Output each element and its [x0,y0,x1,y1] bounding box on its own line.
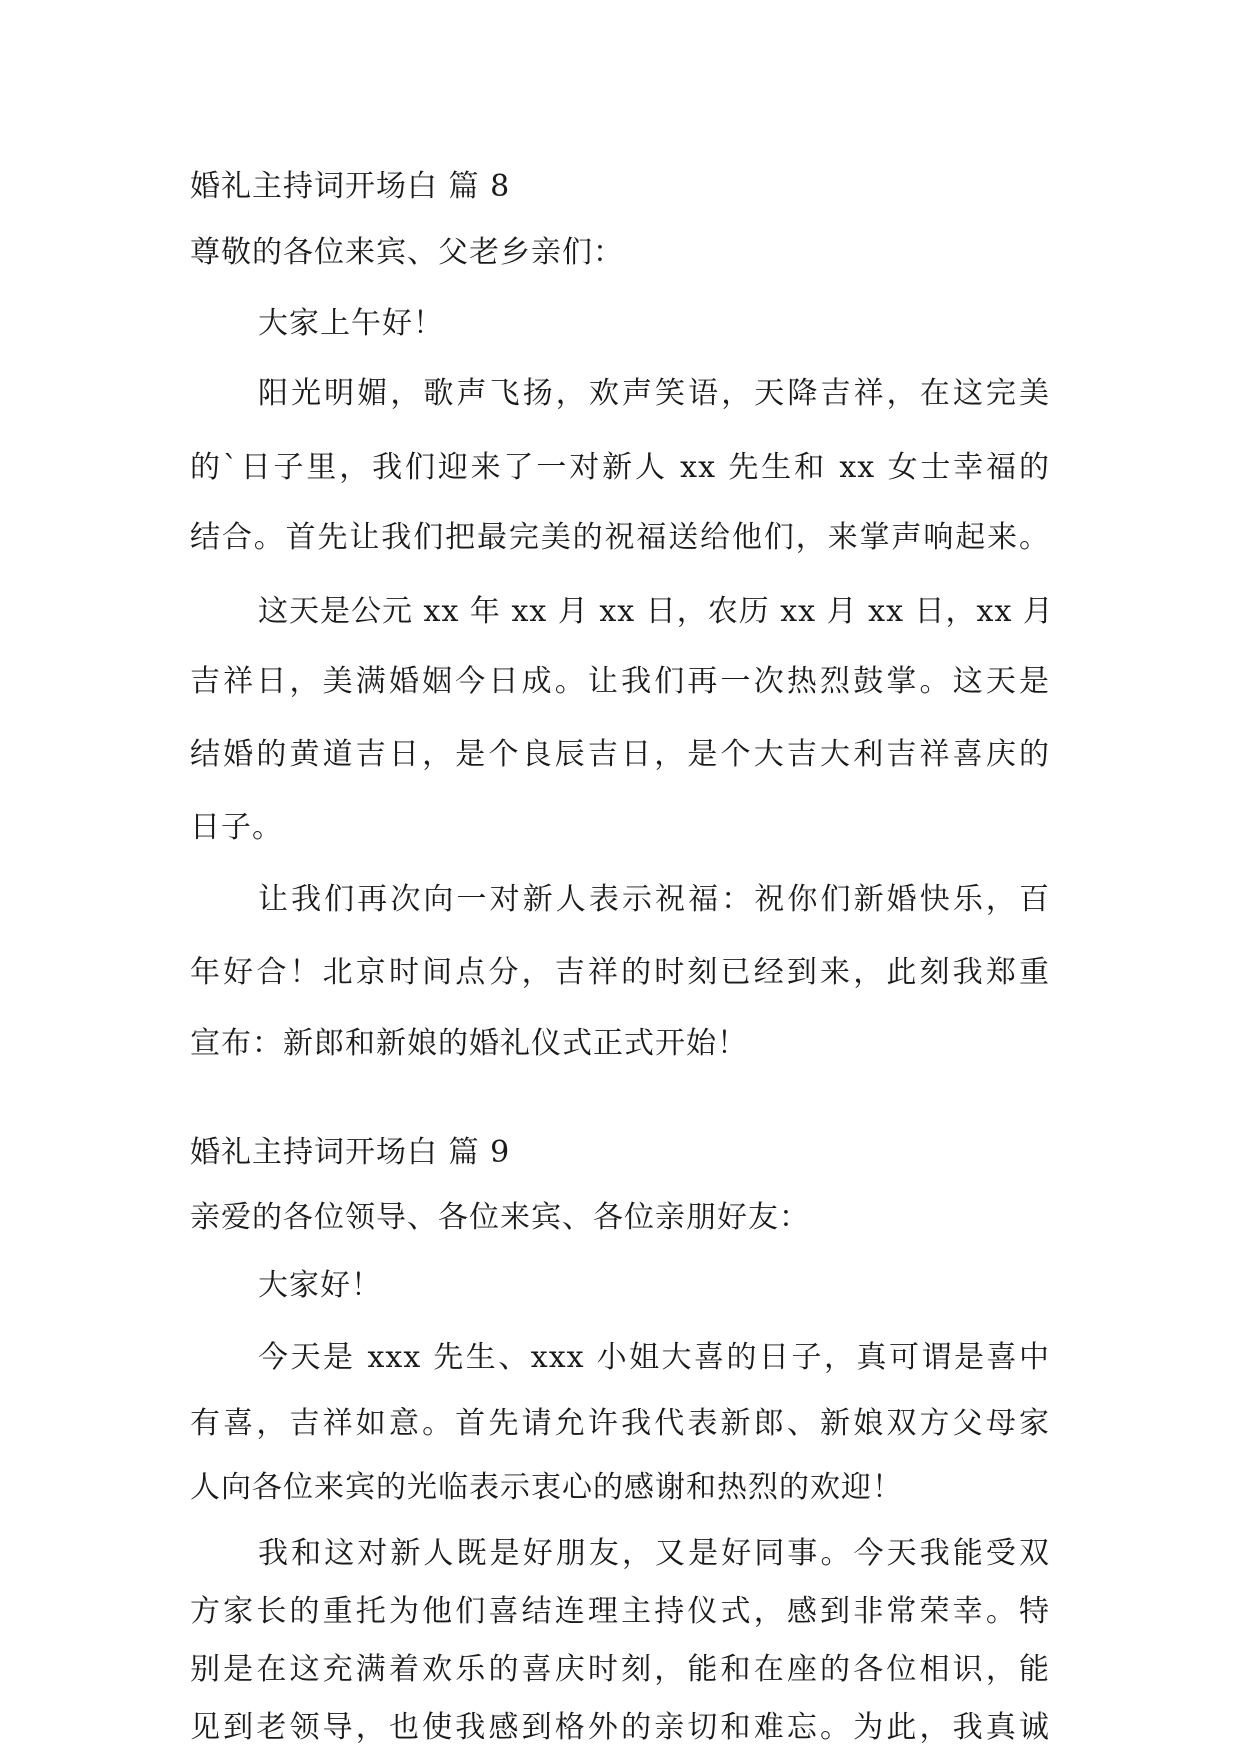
paragraph-line: 人向各位来宾的光临表示衷心的感谢和热烈的欢迎！ [190,1470,903,1505]
paragraph-line: 有喜，吉祥如意。首先请允许我代表新郎、新娘双方父母家 [190,1406,1050,1441]
paragraph-line: 吉祥日，美满婚姻今日成。让我们再一次热烈鼓掌。这天是 [190,664,1050,699]
paragraph-line: 见到老领导，也使我感到格外的亲切和难忘。为此，我真诚 [190,1710,1050,1745]
section-heading: 婚礼主持词开场白 篇 8 [190,169,511,204]
section-heading: 婚礼主持词开场白 篇 9 [190,1135,511,1170]
salutation: 尊敬的各位来宾、父老乡亲们： [190,235,624,270]
paragraph-line: 今天是 xxx 先生、xxx 小姐大喜的日子，真可谓是喜中 [258,1340,1050,1375]
paragraph-line: 结婚的黄道吉日，是个良辰吉日，是个大吉大利吉祥喜庆的 [190,737,1050,772]
paragraph-line: 阳光明媚，歌声飞扬，欢声笑语，天降吉祥，在这完美 [258,376,1050,411]
paragraph-line: 这天是公元 xx 年 xx 月 xx 日，农历 xx 月 xx 日，xx 月 [258,594,1054,629]
paragraph-line: 我和这对新人既是好朋友，又是好同事。今天我能受双 [258,1536,1050,1571]
greeting: 大家上午好！ [258,306,444,341]
paragraph-line: 宣布：新郎和新娘的婚礼仪式正式开始！ [190,1026,748,1061]
paragraph-line: 让我们再次向一对新人表示祝福：祝你们新婚快乐，百 [258,882,1050,917]
paragraph-line: 年好合！北京时间点分，吉祥的时刻已经到来，此刻我郑重 [190,955,1050,990]
salutation: 亲爱的各位领导、各位来宾、各位亲朋好友： [190,1200,810,1235]
paragraph-line: 日子。 [190,810,283,845]
paragraph-line: 结合。首先让我们把最完美的祝福送给他们，来掌声响起来。 [190,520,1050,555]
paragraph-line: 别是在这充满着欢乐的喜庆时刻，能和在座的各位相识，能 [190,1652,1050,1687]
paragraph-line: 的`日子里，我们迎来了一对新人 xx 先生和 xx 女士幸福的 [190,450,1050,485]
paragraph-line: 方家长的重托为他们喜结连理主持仪式，感到非常荣幸。特 [190,1594,1050,1629]
greeting: 大家好！ [258,1268,382,1303]
